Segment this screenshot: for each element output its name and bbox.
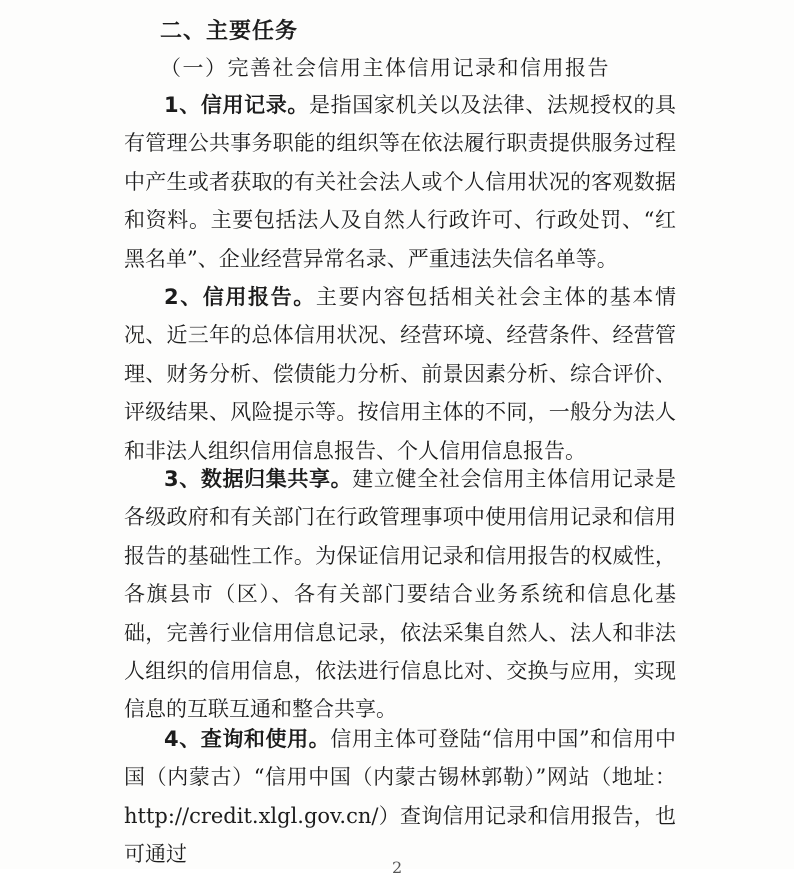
paragraph-lead: 4、查询和使用。 <box>164 727 331 751</box>
paragraph-query-usage <box>124 720 676 874</box>
paragraph-body: 建立健全社会信用主体信用记录是各级政府和有关部门在行政管理事项中使用信用记录和信用报告的基础性工作。为保证信用记录和信用报告的权威性，各旗县市（区）、各有关部门要结合业务系统和信息化基础，完善行业信用信息记录，依法采集自然人、法人和非法人组织的信用信息，依法进行信息比对、交换与应用，实现信息的互联互通和整合共享。 <box>124 467 676 722</box>
paragraph-data-sharing <box>124 460 676 729</box>
paragraph-body: 信用主体可登陆“信用中国”和信用中国（内蒙古）“信用中国（内蒙古锡林郭勒）”网站（地址：http://credit.xlgl.gov.cn/）查询信用记录和信用报告，也可通过 <box>124 727 676 867</box>
paragraph-lead: 3、数据归集共享。 <box>164 467 353 491</box>
sub-heading: （一）完善社会信用主体信用记录和信用报告 <box>160 56 610 80</box>
paragraph-lead: 2、信用报告。 <box>164 285 316 309</box>
paragraph-credit-record <box>124 86 676 278</box>
page-number: 2 <box>392 858 403 877</box>
section-heading: 二、主要任务 <box>160 19 299 44</box>
paragraph-body: 主要内容包括相关社会主体的基本情况、近三年的总体信用状况、经营环境、经营条件、经营管理、财务分析、偿债能力分析、前景因素分析、综合评价、评级结果、风险提示等。按信用主体的不同，一般分为法人和非法人组织信用信息报告、个人信用信息报告。 <box>124 285 676 463</box>
paragraph-lead: 1、信用记录。 <box>164 93 309 117</box>
paragraph-credit-report <box>124 278 676 470</box>
paragraph-body: 是指国家机关以及法律、法规授权的具有管理公共事务职能的组织等在依法履行职责提供服务过程中产生或者获取的有关社会法人或个人信用状况的客观数据和资料。主要包括法人及自然人行政许可、行政处罚、“红黑名单”、企业经营异常名录、严重违法失信名单等。 <box>124 93 676 271</box>
